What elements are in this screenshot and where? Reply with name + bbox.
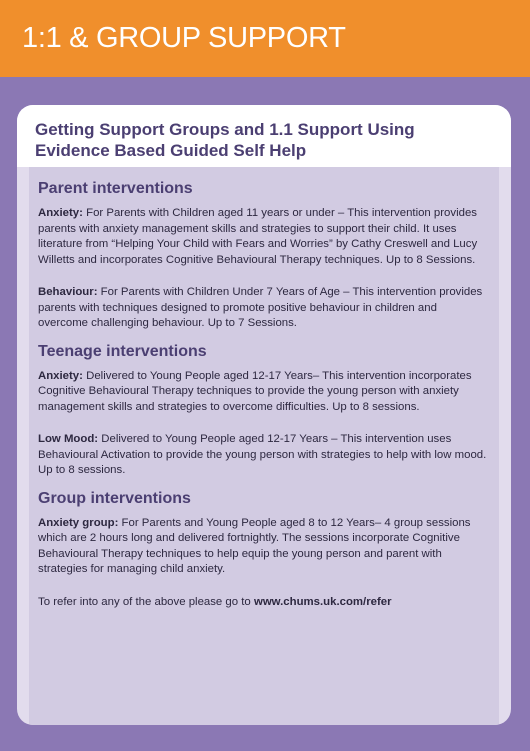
parent-anxiety-paragraph — [38, 206, 490, 268]
teenage-lowmood-paragraph — [38, 432, 490, 479]
page-title: 1:1 & GROUP SUPPORT — [22, 22, 346, 54]
teenage-lowmood-label: Low Mood: — [38, 433, 99, 445]
card-body — [29, 167, 499, 725]
card-title — [35, 119, 493, 161]
parent-behaviour-label: Behaviour: — [38, 286, 98, 298]
title-banner — [0, 0, 530, 77]
refer-text: To refer into any of the above please go to — [38, 595, 251, 608]
teenage-anxiety-label: Anxiety: — [38, 369, 83, 382]
parent-interventions-heading: Parent interventions — [38, 180, 193, 197]
group-anxiety-paragraph — [38, 516, 490, 578]
parent-behaviour-paragraph — [38, 285, 490, 332]
group-interventions-heading: Group interventions — [38, 489, 191, 507]
parent-behaviour-text: For Parents with Children Under 7 Years of Age – This intervention provides parents with techniques designed to promote positive behaviour in children and overcome challenging behaviour. Up to 7 Sessions. — [38, 286, 483, 329]
refer-paragraph — [38, 595, 490, 611]
teenage-interventions-heading: Teenage interventions — [38, 342, 207, 360]
teenage-anxiety-text: Delivered to Young People aged 12-17 Years– This intervention incorporates Cognitive Behavioural Therapy techniques to provide the young person with anxiety management skills and strategies to overcome difficulties. Up to 8 sessions. — [38, 369, 472, 413]
group-anxiety-text: For Parents and Young People aged 8 to 12 Years– 4 group sessions which are 2 hours long and delivered fortnightly. The sessions incorporate Cognitive Behavioural Therapy techniques to help equip the young person and parent with strategies for managing child anxiety. — [38, 516, 471, 575]
parent-anxiety-text: For Parents with Children aged 11 years or under – This intervention provides parents with anxiety management skills and strategies to support their child. It uses literature from “Helping Your Child with Fears and Worries” by Cathy Creswell and Lucy Willetts and incorporates Cognitive Behavioural Therapy techniques. Up to 8 Sessions. — [38, 207, 478, 266]
info-card — [17, 105, 511, 725]
card-title-line1: Getting Support Groups and 1.1 Support Using — [35, 120, 415, 139]
group-anxiety-label: Anxiety group: — [38, 516, 119, 529]
teenage-lowmood-text: Delivered to Young People aged 12-17 Years – This intervention uses Behavioural Activation to provide the young person with strategies to help with low mood. Up to 8 sessions. — [38, 433, 487, 476]
parent-anxiety-label: Anxiety: — [38, 207, 83, 219]
refer-link[interactable]: www.chums.uk.com/refer — [253, 595, 392, 608]
card-title-line2: Evidence Based Guided Self Help — [35, 141, 307, 160]
teenage-anxiety-paragraph — [38, 369, 490, 416]
card-header — [17, 105, 511, 167]
